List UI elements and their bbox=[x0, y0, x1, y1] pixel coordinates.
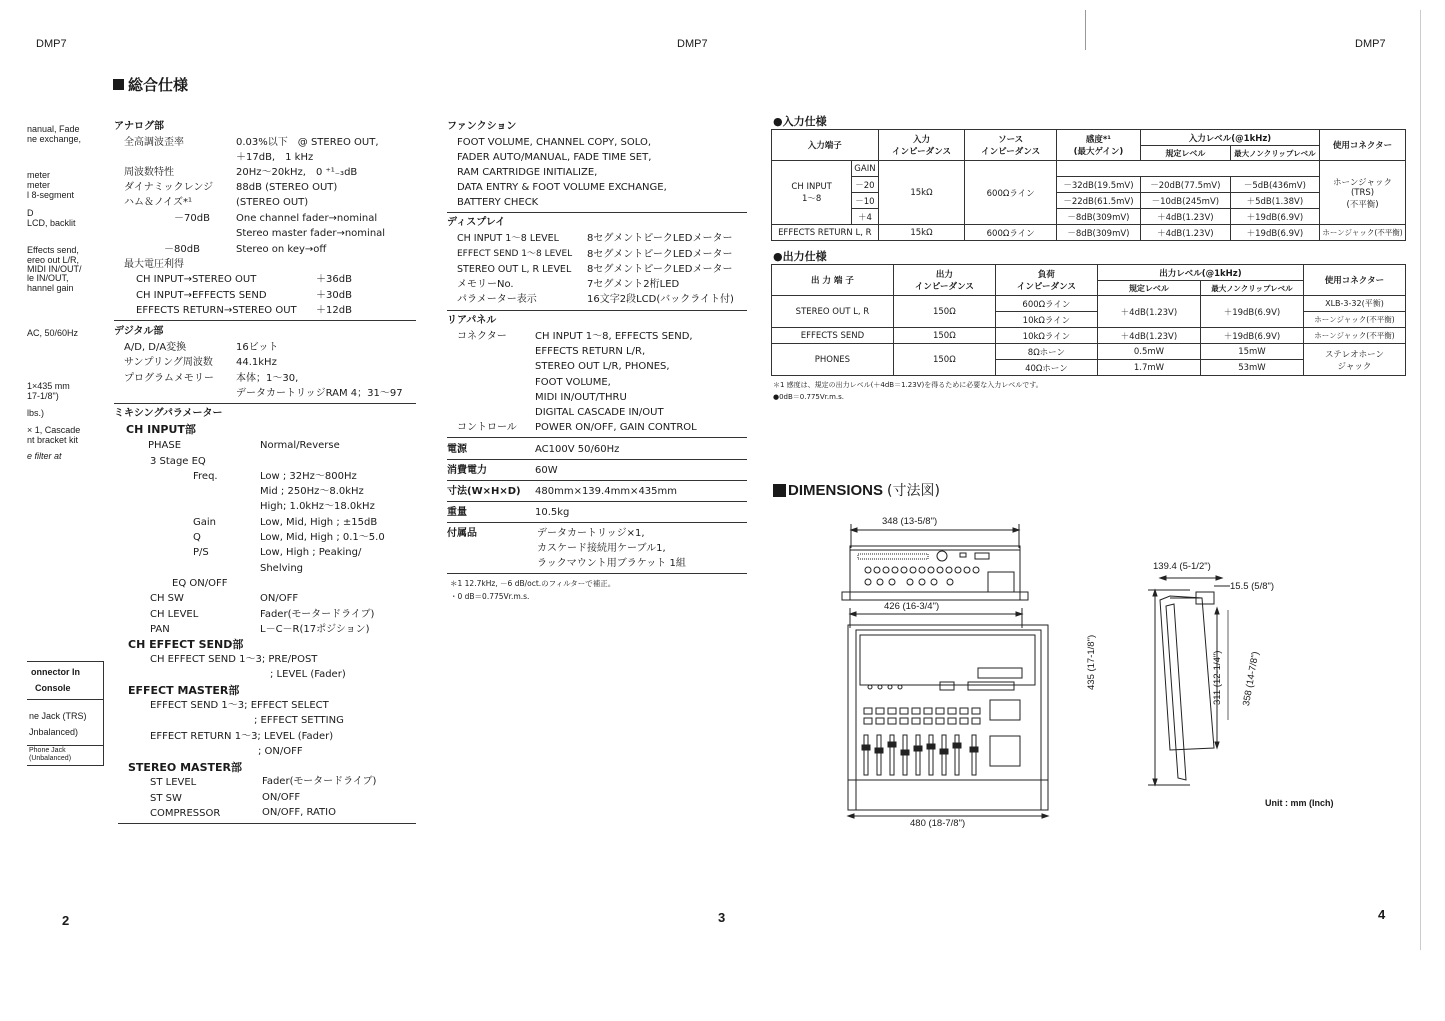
eq-q-value: Low, Mid, High ; 0.1〜5.0 bbox=[260, 532, 385, 543]
mixing-heading: ミキシングパラメーター bbox=[114, 408, 223, 419]
hum-noise-label: ハム＆ノイズ*¹ bbox=[124, 197, 193, 208]
header-center: DMP7 bbox=[677, 38, 708, 50]
display-5-value: 16文字2段LCD(バックライト付) bbox=[587, 294, 734, 305]
consumption-value: 60W bbox=[535, 465, 558, 476]
dim-label-435: 435 (17-1/8") bbox=[1086, 634, 1097, 690]
thd-value: 0.03%以下 @ STEREO OUT, bbox=[236, 137, 379, 148]
header-max-level: 最大ノンクリップレベル bbox=[1230, 146, 1319, 161]
phones-impedance: 150Ω bbox=[893, 344, 995, 376]
display-5-label: パラメーター表示 bbox=[457, 294, 537, 305]
header-sensitivity: 感度*¹ (最大ゲイン) bbox=[1056, 130, 1140, 161]
connector-row-3b: (Unbalanced) bbox=[29, 755, 72, 762]
rear-connectors bbox=[858, 551, 1014, 592]
fragment: Effects send, bbox=[27, 245, 79, 255]
gain-1-label: CH INPUT→STEREO OUT bbox=[136, 274, 257, 285]
hum-70-value-2: Stereo master fader→nominal bbox=[236, 228, 386, 239]
stereo-out-name: STEREO OUT L, R bbox=[772, 296, 894, 328]
dims-label: 寸法(W×H×D) bbox=[447, 486, 521, 497]
st-sw-label: ST SW bbox=[150, 793, 182, 804]
phones-load-1: 8Ωホーン bbox=[995, 344, 1097, 360]
effects-send-impedance: 150Ω bbox=[893, 328, 995, 344]
header-source-impedance: ソース インピーダンス bbox=[965, 130, 1057, 161]
ch-input-heading: CH INPUT部 bbox=[126, 423, 196, 436]
header-input-level: 入力レベル(@1kHz) bbox=[1140, 130, 1319, 146]
display-heading: ディスプレイ bbox=[447, 217, 506, 228]
square-bullet-icon bbox=[113, 79, 124, 90]
ch-sw-value: ON/OFF bbox=[260, 593, 299, 604]
input-spec-title: ●入力仕様 bbox=[773, 115, 827, 128]
fragment: 17-1/8") bbox=[27, 391, 59, 401]
connector-6: DIGITAL CASCADE IN/OUT bbox=[535, 407, 664, 418]
connector-table-fragment bbox=[27, 661, 104, 766]
page-number-2: 2 bbox=[62, 913, 70, 928]
gain-2-label: CH INPUT→EFFECTS SEND bbox=[136, 290, 267, 301]
rear-panel-heading: リアパネル bbox=[447, 315, 497, 326]
effect-send-2: ; EFFECT SETTING bbox=[254, 715, 344, 726]
ch-source-impedance: 600Ωライン bbox=[965, 161, 1057, 225]
function-line-2: FADER AUTO/MANUAL, FADE TIME SET, bbox=[457, 152, 652, 163]
effect-master-heading: EFFECT MASTER部 bbox=[128, 684, 240, 697]
gain-3-value: ＋12dB bbox=[316, 305, 352, 316]
compressor-value: ON/OFF, RATIO bbox=[262, 807, 336, 818]
ch-effect-heading: CH EFFECT SEND部 bbox=[128, 638, 244, 651]
header-input-impedance: 入力 インピーダンス bbox=[878, 130, 965, 161]
analog-heading: アナログ部 bbox=[114, 121, 164, 132]
out-header-load: 負荷 インピーダンス bbox=[995, 265, 1097, 296]
function-heading: ファンクション bbox=[447, 121, 517, 132]
pan-label: PAN bbox=[150, 624, 170, 635]
fragment: ne exchange, bbox=[27, 134, 82, 144]
connector-2: EFFECTS RETURN L/R, bbox=[535, 346, 646, 357]
fragment: nt bracket kit bbox=[27, 435, 79, 445]
eq-q-label: Q bbox=[193, 532, 201, 543]
phones-nominal-2: 1.7mW bbox=[1097, 360, 1200, 376]
effects-send-max: ＋19dB(6.9V) bbox=[1200, 328, 1303, 344]
fs-value: 44.1kHz bbox=[236, 357, 277, 368]
eq-gain-value: Low, Mid, High ; ±15dB bbox=[260, 517, 378, 528]
control-label: コントロール bbox=[457, 422, 517, 433]
accessory-2: カスケード接続用ケーブル1, bbox=[537, 543, 666, 554]
page-number-4: 4 bbox=[1378, 907, 1386, 922]
nominal-cell: －10dB(245mV) bbox=[1140, 193, 1230, 209]
ad-label: A/D, D/A変換 bbox=[124, 342, 187, 353]
connector-3: STEREO OUT L/R, PHONES, bbox=[535, 361, 670, 372]
stereo-out-load-1: 600Ωライン bbox=[995, 296, 1097, 312]
footnote-1: ＊1 12.7kHz, －6 dB/oct.のフィルターで補正。 bbox=[450, 579, 616, 588]
input-spec-table bbox=[771, 129, 1406, 241]
ch-effect-send-2: ; LEVEL (Fader) bbox=[270, 669, 346, 680]
max-cell: ＋5dB(1.38V) bbox=[1230, 193, 1319, 209]
control-value: POWER ON/OFF, GAIN CONTROL bbox=[535, 422, 697, 433]
fs-label: サンプリング周波数 bbox=[124, 357, 213, 368]
max-cell: ＋19dB(6.9V) bbox=[1230, 209, 1319, 225]
header-connector: 使用コネクター bbox=[1320, 130, 1406, 161]
eq-ps-value-2: Shelving bbox=[260, 563, 303, 574]
ch-effect-send: CH EFFECT SEND 1〜3; PRE/POST bbox=[150, 654, 318, 665]
general-spec-title: 総合仕様 bbox=[113, 74, 188, 95]
dim-label-139: 139.4 (5-1/2") bbox=[1153, 561, 1211, 572]
gain-1-value: ＋36dB bbox=[316, 274, 352, 285]
gain-2-value: ＋30dB bbox=[316, 290, 352, 301]
page-edge-line bbox=[1420, 10, 1421, 950]
display-1-label: CH INPUT 1〜8 LEVEL bbox=[457, 233, 559, 244]
ch-level-label: CH LEVEL bbox=[150, 609, 199, 620]
effects-send-connector: ホーンジャック(不平衡) bbox=[1303, 328, 1405, 344]
button-rows bbox=[864, 700, 1020, 724]
digital-heading: デジタル部 bbox=[114, 326, 164, 337]
nominal-cell: ＋4dB(1.23V) bbox=[1140, 209, 1230, 225]
eq-freq-high: High; 1.0kHz〜18.0kHz bbox=[260, 501, 375, 512]
accessory-3: ラックマウント用ブラケット 1組 bbox=[537, 558, 686, 569]
out-header-nominal: 規定レベル bbox=[1097, 281, 1200, 296]
compressor-label: COMPRESSOR bbox=[150, 808, 221, 819]
hum-70-label: －70dB bbox=[174, 213, 210, 224]
display-4-label: メモリーNo. bbox=[457, 279, 514, 290]
display-3-label: STEREO OUT L, R LEVEL bbox=[457, 264, 572, 275]
gain-3-label: EFFECTS RETURN→STEREO OUT bbox=[136, 305, 297, 316]
ch-level-value: Fader(モータードライブ) bbox=[260, 609, 375, 620]
function-line-4: DATA ENTRY & FOOT VOLUME EXCHANGE, bbox=[457, 182, 667, 193]
connector-title-1: onnector In bbox=[31, 667, 80, 677]
phones-connector: ステレオホーン ジャック bbox=[1303, 344, 1405, 376]
power-value: AC100V 50/60Hz bbox=[535, 444, 620, 455]
connector-label: コネクター bbox=[457, 331, 507, 342]
fragment: le IN/OUT, bbox=[27, 273, 69, 283]
accessories-label: 付属品 bbox=[447, 528, 477, 539]
dim-label-426: 426 (16-3/4") bbox=[884, 601, 940, 612]
fragment: hannel gain bbox=[27, 283, 74, 293]
fragment: nanual, Fade bbox=[27, 124, 80, 134]
fragment: e filter at bbox=[27, 451, 62, 461]
eq-ps-value: Low, High ; Peaking/ bbox=[260, 547, 362, 558]
power-label: 電源 bbox=[447, 444, 467, 455]
square-bullet-icon bbox=[773, 484, 786, 497]
fragment: meter bbox=[27, 180, 51, 190]
st-sw-value: ON/OFF bbox=[262, 792, 301, 803]
ch-sw-label: CH SW bbox=[150, 593, 184, 604]
rear-bracket bbox=[842, 592, 1028, 600]
dim-label-311: 311 (12-1/4") bbox=[1212, 650, 1223, 705]
effects-return-max: ＋19dB(6.9V) bbox=[1230, 225, 1319, 241]
memory-value: 本体；1〜30, bbox=[236, 373, 299, 384]
eq-freq-low: Low ; 32Hz〜800Hz bbox=[260, 471, 357, 482]
connector-1: CH INPUT 1〜8, EFFECTS SEND, bbox=[535, 331, 693, 342]
sens-cell: －8dB(309mV) bbox=[1056, 209, 1140, 225]
thd-label: 全高調波歪率 bbox=[124, 137, 184, 148]
stereo-out-connector-2: ホーンジャック(不平衡) bbox=[1303, 312, 1405, 328]
ch-input-name: CH INPUT 1〜8 bbox=[772, 161, 852, 225]
effects-return-connector: ホーンジャック(不平衡) bbox=[1320, 225, 1406, 241]
effects-return-impedance: 15kΩ bbox=[878, 225, 965, 241]
faders bbox=[862, 735, 1020, 775]
dims-value: 480mm×139.4mm×435mm bbox=[535, 486, 678, 497]
st-level-label: ST LEVEL bbox=[150, 777, 197, 788]
output-spec-title: ●出力仕様 bbox=[773, 250, 827, 263]
stereo-out-load-2: 10kΩライン bbox=[995, 312, 1097, 328]
effects-return-name: EFFECTS RETURN L, R bbox=[772, 225, 879, 241]
effects-send-name: EFFECTS SEND bbox=[772, 328, 894, 344]
effects-return-nominal: ＋4dB(1.23V) bbox=[1140, 225, 1230, 241]
weight-value: 10.5kg bbox=[535, 507, 570, 518]
phones-max-2: 53mW bbox=[1200, 360, 1303, 376]
fragment: × 1, Cascade bbox=[27, 425, 81, 435]
dim-label-358: 358 (14-7/8") bbox=[1241, 650, 1262, 707]
phones-max-1: 15mW bbox=[1200, 344, 1303, 360]
sens-cell: －22dB(61.5mV) bbox=[1056, 193, 1140, 209]
dim-label-15: 15.5 (5/8") bbox=[1230, 581, 1275, 592]
fragment: l 8-segment bbox=[27, 190, 75, 200]
hum-80-label: －80dB bbox=[164, 244, 200, 255]
effect-return-2: ; ON/OFF bbox=[258, 746, 303, 757]
accessory-1: データカートリッジ×1, bbox=[537, 528, 645, 539]
connector-row-1: ne Jack (TRS) bbox=[29, 711, 87, 721]
consumption-label: 消費電力 bbox=[447, 465, 487, 476]
max-cell: －5dB(436mV) bbox=[1230, 177, 1319, 193]
display-4-value: 7セグメント2桁LED bbox=[587, 279, 680, 290]
effects-send-load: 10kΩライン bbox=[995, 328, 1097, 344]
fragment: meter bbox=[27, 170, 51, 180]
effects-return-source: 600Ωライン bbox=[965, 225, 1057, 241]
gain-cell: ＋4 bbox=[852, 209, 878, 225]
fragment: lbs.) bbox=[27, 408, 45, 418]
function-line-1: FOOT VOLUME, CHANNEL COPY, SOLO, bbox=[457, 137, 651, 148]
fold-line bbox=[1085, 10, 1086, 50]
output-spec-table bbox=[771, 264, 1406, 376]
phones-name: PHONES bbox=[772, 344, 894, 376]
lcd-display bbox=[978, 668, 1022, 678]
gain-cell: －20 bbox=[852, 177, 878, 193]
connector-title-2: Console bbox=[35, 683, 71, 693]
effects-send-nominal: ＋4dB(1.23V) bbox=[1097, 328, 1200, 344]
dimension-drawing bbox=[830, 510, 1230, 830]
fragment: D bbox=[27, 208, 34, 218]
eq-freq-mid: Mid ; 250Hz〜8.0kHz bbox=[260, 486, 364, 497]
connector-row-3a: Phone Jack bbox=[29, 747, 66, 754]
out-header-level: 出力レベル(@1kHz) bbox=[1097, 265, 1303, 281]
phones-nominal-1: 0.5mW bbox=[1097, 344, 1200, 360]
stereo-out-impedance: 150Ω bbox=[893, 296, 995, 328]
fragment: AC, 50/60Hz bbox=[27, 328, 79, 338]
function-line-3: RAM CARTRIDGE INITIALIZE, bbox=[457, 167, 598, 178]
out-header-impedance: 出力 インピーダンス bbox=[893, 265, 995, 296]
side-view-body bbox=[1160, 596, 1214, 750]
dimensions-title: DIMENSIONS (寸法図) bbox=[773, 480, 940, 500]
display-2-value: 8セグメントピークLEDメーター bbox=[587, 249, 733, 260]
stereo-master-heading: STEREO MASTER部 bbox=[128, 761, 242, 774]
thd-value-2: ＋17dB, 1 kHz bbox=[236, 152, 314, 163]
connector-5: MIDI IN/OUT/THRU bbox=[535, 392, 627, 403]
out-header-terminal: 出 力 端 子 bbox=[772, 265, 894, 296]
sens-cell: －32dB(19.5mV) bbox=[1056, 177, 1140, 193]
eq-freq-label: Freq. bbox=[193, 471, 218, 482]
eq-onoff: EQ ON/OFF bbox=[172, 578, 228, 589]
ch-connector: ホーンジャック (TRS) (不平衡) bbox=[1320, 161, 1406, 225]
eq-label: 3 Stage EQ bbox=[150, 456, 206, 467]
gain-cell: －10 bbox=[852, 193, 878, 209]
phase-value: Normal/Reverse bbox=[260, 440, 340, 451]
page-number-3: 3 bbox=[718, 910, 726, 925]
phones-load-2: 40Ωホーン bbox=[995, 360, 1097, 376]
header-right: DMP7 bbox=[1355, 38, 1386, 50]
freq-value: 20Hz〜20kHz, 0 ⁺¹₋₃dB bbox=[236, 167, 358, 178]
pan-value: L－C－R(17ポジション) bbox=[260, 624, 370, 635]
ad-value: 16ビット bbox=[236, 342, 279, 353]
memory-label: プログラムメモリー bbox=[124, 373, 214, 384]
gain-header: GAIN bbox=[852, 161, 878, 177]
dynamic-range-value: 88dB (STEREO OUT) bbox=[236, 182, 338, 193]
hum-noise-value: (STEREO OUT) bbox=[236, 197, 309, 208]
unit-label: Unit : mm (Inch) bbox=[1265, 798, 1334, 808]
effect-send: EFFECT SEND 1〜3; EFFECT SELECT bbox=[150, 700, 329, 711]
out-header-max: 最大ノンクリップレベル bbox=[1200, 281, 1303, 296]
st-level-value: Fader(モータードライブ) bbox=[262, 776, 377, 787]
display-1-value: 8セグメントピークLEDメーター bbox=[587, 233, 733, 244]
freq-label: 周波数特性 bbox=[124, 167, 174, 178]
fragment: MIDI IN/OUT/ bbox=[27, 264, 82, 274]
display-3-value: 8セグメントピークLEDメーター bbox=[587, 264, 733, 275]
memory-value-2: データカートリッジRAM 4；31〜97 bbox=[236, 388, 403, 399]
output-footnote-1: ＊1 感度は、規定の出力レベル(＋4dB＝1.23V)を得るために必要な入力レベルです。 bbox=[773, 381, 1043, 389]
nominal-cell: －20dB(77.5mV) bbox=[1140, 177, 1230, 193]
fragment: ereo out L/R, bbox=[27, 255, 80, 265]
fragment: LCD, backlit bbox=[27, 218, 76, 228]
display-2-label: EFFECT SEND 1〜8 LEVEL bbox=[457, 249, 573, 259]
fragment: 1×435 mm bbox=[27, 381, 70, 391]
effect-return: EFFECT RETURN 1〜3; LEVEL (Fader) bbox=[150, 731, 334, 742]
dim-label-348: 348 (13-5/8") bbox=[882, 516, 938, 527]
footnote-2: ・0 dB＝0.775Vr.m.s. bbox=[450, 592, 530, 601]
stereo-out-nominal: ＋4dB(1.23V) bbox=[1097, 296, 1200, 328]
stereo-out-connector-1: XLB-3-32(平衡) bbox=[1303, 296, 1405, 312]
header-terminal: 入力端子 bbox=[772, 130, 879, 161]
function-line-5: BATTERY CHECK bbox=[457, 197, 539, 208]
stereo-out-max: ＋19dB(6.9V) bbox=[1200, 296, 1303, 328]
out-header-connector: 使用コネクター bbox=[1303, 265, 1405, 296]
dynamic-range-label: ダイナミックレンジ bbox=[124, 182, 214, 193]
header-left: DMP7 bbox=[36, 38, 67, 50]
connector-4: FOOT VOLUME, bbox=[535, 377, 611, 388]
eq-ps-label: P/S bbox=[193, 547, 209, 558]
dim-label-480: 480 (18-7/8") bbox=[910, 818, 966, 829]
hum-70-value: One channel fader→nominal bbox=[236, 213, 378, 224]
effects-return-sens: －8dB(309mV) bbox=[1056, 225, 1140, 241]
hum-80-value: Stereo on key→off bbox=[236, 244, 327, 255]
phase-label: PHASE bbox=[148, 440, 182, 451]
eq-gain-label: Gain bbox=[193, 517, 216, 528]
output-footnote-2: ●0dB＝0.775Vr.m.s. bbox=[773, 393, 845, 401]
max-gain-label: 最大電圧利得 bbox=[124, 259, 184, 270]
weight-label: 重量 bbox=[447, 507, 467, 518]
header-nominal-level: 規定レベル bbox=[1140, 146, 1230, 161]
connector-row-2: Jnbalanced) bbox=[29, 727, 79, 737]
ch-input-impedance: 15kΩ bbox=[878, 161, 965, 225]
